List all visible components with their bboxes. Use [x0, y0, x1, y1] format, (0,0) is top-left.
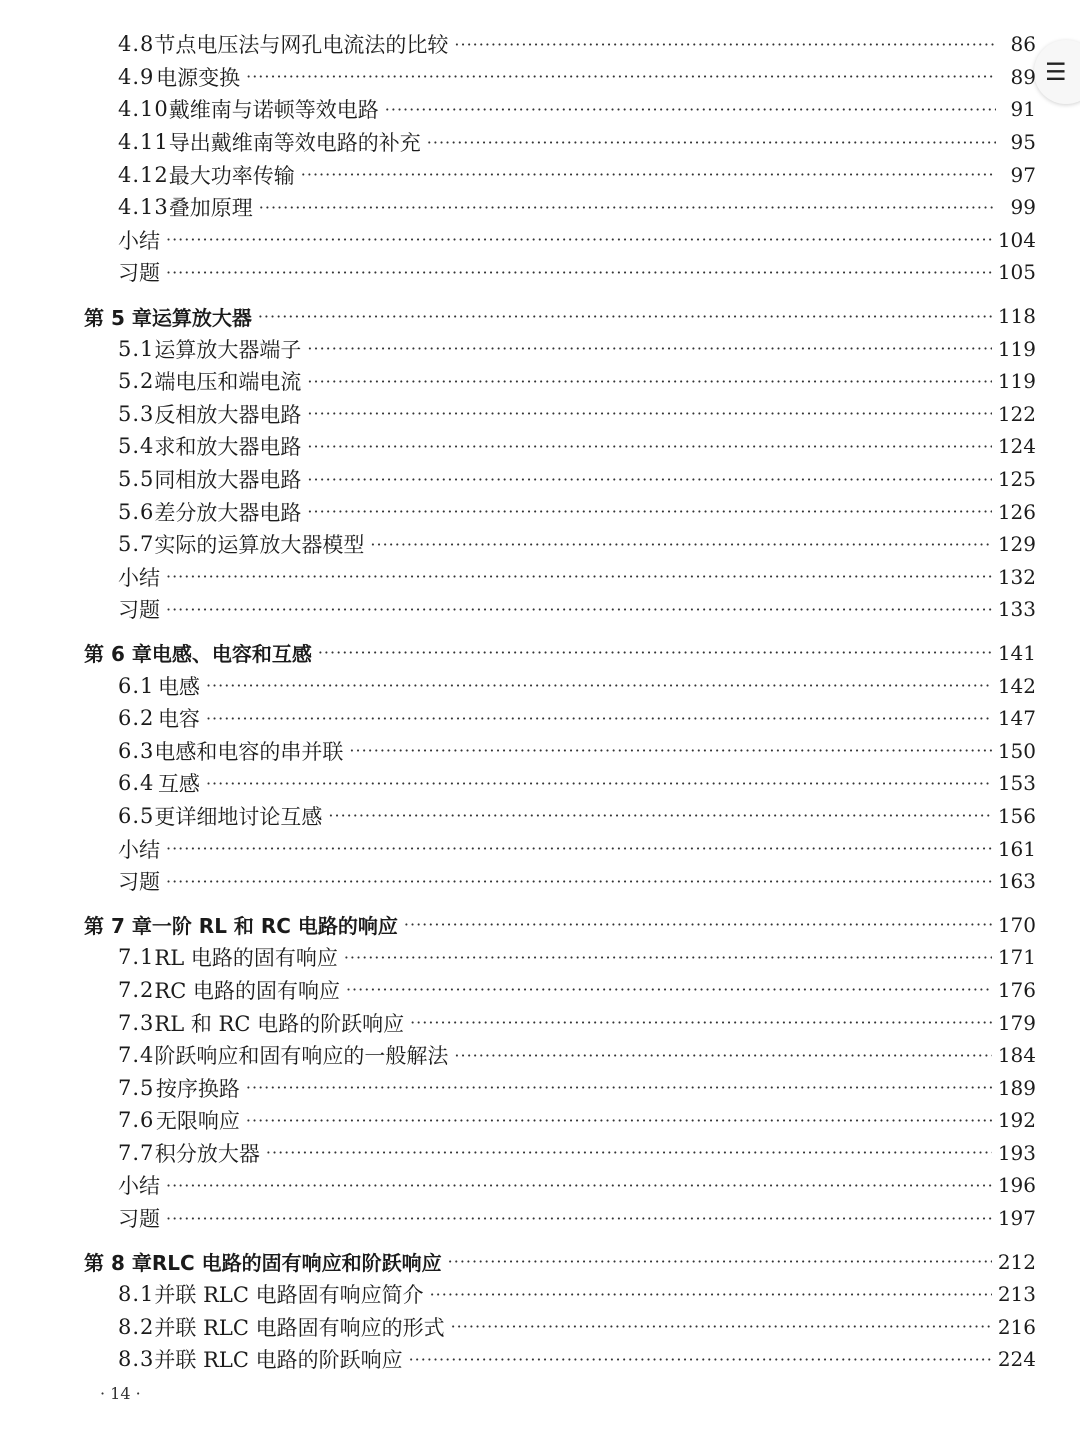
toc-page-number: 129	[997, 532, 1036, 557]
toc-chapter-row[interactable]	[84, 908, 1036, 941]
toc-page-number: 142	[997, 673, 1036, 698]
toc-number: 7.4	[118, 1043, 155, 1068]
toc-page-number: 197	[997, 1206, 1036, 1231]
toc-title: 实际的运算放大器模型	[154, 533, 365, 558]
toc-section-row[interactable]	[118, 158, 1036, 191]
toc-section-row[interactable]	[118, 191, 1036, 224]
dot-leader	[246, 67, 996, 86]
toc-page-number: 91	[1010, 97, 1036, 122]
toc-extra-row[interactable]	[118, 256, 1036, 289]
toc-title: 习题	[118, 598, 160, 623]
dot-leader	[307, 372, 991, 391]
dot-leader	[166, 1209, 992, 1228]
toc-number: 6.4	[118, 771, 155, 796]
dot-leader	[166, 1176, 992, 1195]
toc-extra-row[interactable]	[118, 1202, 1036, 1235]
toc-section-row[interactable]	[118, 669, 1036, 702]
toc-page-number: 161	[997, 836, 1036, 861]
toc-section-row[interactable]	[118, 1137, 1036, 1170]
toc-title: 习题	[118, 1207, 160, 1232]
toc-section-row[interactable]	[118, 941, 1036, 974]
toc-page-number: 163	[997, 869, 1036, 894]
toc-page-number: 132	[997, 564, 1036, 589]
dot-leader	[328, 806, 991, 825]
dot-leader	[451, 1317, 992, 1336]
dot-leader	[246, 1078, 992, 1097]
toc-section-row[interactable]	[118, 463, 1036, 496]
toc-page-number: 193	[997, 1140, 1036, 1165]
toc-page-number: 133	[997, 597, 1036, 622]
toc-number: 第 8 章	[84, 1251, 152, 1276]
toc-title: 电感	[157, 674, 200, 699]
toc-extra-row[interactable]	[118, 1169, 1036, 1202]
toc-title: RL 电路的固有响应	[154, 946, 338, 971]
toc-page-number: 184	[997, 1043, 1036, 1068]
toc-page-number: 171	[997, 945, 1036, 970]
dot-leader	[206, 709, 992, 728]
dot-leader	[258, 307, 992, 326]
toc-number: 第 6 章	[84, 642, 152, 667]
toc-number: 4.9	[118, 64, 155, 89]
toc-page-number: 124	[997, 434, 1036, 459]
toc-chapter-row[interactable]	[84, 637, 1036, 670]
toc-title: 并联 RLC 电路的阶跃响应	[154, 1348, 403, 1373]
dot-leader	[427, 133, 996, 152]
toc-title: 并联 RLC 电路固有响应的形式	[154, 1315, 445, 1340]
dot-leader	[307, 437, 991, 456]
toc-number: 6.1	[118, 673, 155, 698]
toc-page-number: 118	[997, 304, 1036, 329]
dot-leader	[259, 198, 996, 217]
toc-title: 电容	[157, 707, 200, 732]
toc-section-row[interactable]	[118, 126, 1036, 159]
toc-section-row[interactable]	[118, 365, 1036, 398]
toc-title: 小结	[118, 565, 160, 590]
toc-number: 5.6	[118, 499, 155, 524]
toc-section-row[interactable]	[118, 93, 1036, 126]
toc-title: 小结	[118, 1174, 160, 1199]
dot-leader	[166, 263, 992, 282]
toc-title: 小结	[118, 228, 160, 253]
toc-page-number: 122	[997, 401, 1036, 426]
toc-page-number: 189	[997, 1075, 1036, 1100]
dot-leader	[307, 470, 991, 489]
toc-section-row[interactable]	[118, 702, 1036, 735]
toc-title: 按序换路	[155, 1076, 240, 1101]
toc-title: 并联 RLC 电路固有响应简介	[154, 1283, 424, 1308]
toc-number: 7.5	[118, 1075, 155, 1100]
toc-page-number: 119	[997, 336, 1036, 361]
toc-page-number: 179	[997, 1010, 1036, 1035]
dot-leader	[246, 1111, 992, 1130]
toc-title: 同相放大器电路	[154, 468, 302, 493]
dot-leader	[409, 1350, 992, 1369]
toc-section-row[interactable]	[118, 1104, 1036, 1137]
toc-title: 叠加原理	[168, 196, 253, 221]
toc-chapter-row[interactable]	[84, 1245, 1036, 1278]
dot-leader	[206, 676, 992, 695]
dot-leader	[344, 948, 992, 967]
toc-section-row[interactable]	[118, 1278, 1036, 1311]
toc-page-number: 126	[997, 499, 1036, 524]
toc-title: 习题	[118, 261, 160, 286]
toc-extra-row[interactable]	[118, 561, 1036, 594]
toc-title: 电感、电容和互感	[151, 642, 312, 667]
toc-page-number: 147	[997, 706, 1036, 731]
toc-title: 小结	[118, 837, 160, 862]
toc-extra-row[interactable]	[118, 865, 1036, 898]
toc-number: 5.5	[118, 467, 155, 492]
dot-leader	[307, 404, 991, 423]
toc-title: 求和放大器电路	[154, 435, 302, 460]
dot-leader	[166, 230, 992, 249]
dot-leader	[454, 35, 996, 54]
dot-leader	[410, 1013, 992, 1032]
toc-title: 反相放大器电路	[154, 402, 302, 427]
toc-page-number: 196	[997, 1173, 1036, 1198]
toc-title: RL 和 RC 电路的阶跃响应	[154, 1011, 405, 1036]
table-of-contents	[0, 28, 1080, 1376]
toc-number: 4.10	[118, 97, 169, 122]
toc-number: 6.3	[118, 738, 155, 763]
toc-section-row[interactable]	[118, 495, 1036, 528]
toc-page-number: 212	[997, 1249, 1036, 1274]
toc-page-number: 141	[997, 640, 1036, 665]
toc-section-row[interactable]	[118, 974, 1036, 1007]
dot-leader	[166, 600, 992, 619]
toc-page-number: 192	[997, 1108, 1036, 1133]
toc-title: 电源变换	[156, 65, 241, 90]
toc-section-row[interactable]	[118, 800, 1036, 833]
toc-number: 第 7 章	[84, 914, 152, 939]
toc-section-row[interactable]	[118, 61, 1036, 94]
toc-title: 节点电压法与网孔电流法的比较	[154, 33, 449, 58]
toc-page-number: 105	[997, 260, 1036, 285]
toc-number: 6.5	[118, 803, 155, 828]
toc-title: 差分放大器电路	[154, 500, 302, 525]
toc-number: 4.13	[118, 195, 169, 220]
toc-title: 无限响应	[155, 1109, 240, 1134]
toc-extra-row[interactable]	[118, 224, 1036, 257]
toc-title: RLC 电路的固有响应和阶跃响应	[151, 1251, 442, 1276]
toc-title: 最大功率传输	[168, 163, 295, 188]
dot-leader	[404, 915, 992, 934]
toc-section-row[interactable]	[118, 332, 1036, 365]
dot-leader	[166, 567, 992, 586]
dot-leader	[318, 643, 992, 662]
toc-page-number: 156	[997, 803, 1036, 828]
toc-section-row[interactable]	[118, 528, 1036, 561]
toc-page-number: 170	[997, 912, 1036, 937]
toc-title: 阶跃响应和固有响应的一般解法	[154, 1044, 449, 1069]
toc-number: 5.7	[118, 532, 155, 557]
toc-page-number: 176	[997, 977, 1036, 1002]
toc-title: 积分放大器	[154, 1141, 260, 1166]
dot-leader	[346, 980, 992, 999]
toc-chapter-row[interactable]	[84, 300, 1036, 333]
dot-leader	[385, 100, 996, 119]
page-number: · 14 ·	[100, 1384, 141, 1403]
toc-number: 8.2	[118, 1314, 155, 1339]
dot-leader	[370, 535, 991, 554]
toc-page-number: 213	[997, 1282, 1036, 1307]
toc-number: 8.3	[118, 1347, 155, 1372]
toc-title: 端电压和端电流	[154, 370, 302, 395]
toc-title: 更详细地讨论互感	[154, 804, 323, 829]
toc-section-row[interactable]	[118, 1039, 1036, 1072]
toc-page-number: 95	[1010, 130, 1036, 155]
dot-leader	[307, 502, 991, 521]
toc-extra-row[interactable]	[118, 593, 1036, 626]
toc-number: 7.1	[118, 945, 155, 970]
toc-number: 7.3	[118, 1010, 155, 1035]
toc-page-number: 119	[997, 369, 1036, 394]
dot-leader	[206, 774, 992, 793]
toc-section-row[interactable]	[118, 1006, 1036, 1039]
dot-leader	[448, 1252, 992, 1271]
toc-number: 7.2	[118, 977, 155, 1002]
toc-page-number: 150	[997, 738, 1036, 763]
toc-page-number: 86	[1010, 32, 1036, 57]
toc-number: 7.7	[118, 1140, 155, 1165]
menu-icon: ☰	[1045, 58, 1067, 86]
toc-section-row[interactable]	[118, 398, 1036, 431]
toc-title: 一阶 RL 和 RC 电路的响应	[151, 914, 398, 939]
toc-section-row[interactable]	[118, 1311, 1036, 1344]
toc-title: 互感	[157, 772, 200, 797]
toc-number: 4.12	[118, 162, 169, 187]
dot-leader	[266, 1143, 992, 1162]
toc-page-number: 89	[1010, 64, 1036, 89]
toc-extra-row[interactable]	[118, 832, 1036, 865]
dot-leader	[430, 1285, 992, 1304]
toc-section-row[interactable]	[118, 28, 1036, 61]
toc-number: 6.2	[118, 706, 155, 731]
toc-page-number: 153	[997, 771, 1036, 796]
toc-number: 5.3	[118, 401, 155, 426]
toc-number: 4.11	[118, 130, 169, 155]
dot-leader	[307, 339, 991, 358]
dot-leader	[454, 1046, 991, 1065]
toc-title: 运算放大器	[151, 305, 252, 330]
toc-title: 运算放大器端子	[154, 337, 302, 362]
toc-number: 4.8	[118, 32, 155, 57]
toc-section-row[interactable]	[118, 734, 1036, 767]
toc-page-number: 216	[997, 1314, 1036, 1339]
toc-title: 电感和电容的串并联	[154, 739, 344, 764]
toc-number: 第 5 章	[84, 305, 152, 330]
toc-section-row[interactable]	[118, 767, 1036, 800]
dot-leader	[301, 165, 996, 184]
toc-number: 5.4	[118, 434, 155, 459]
toc-page-number: 125	[997, 467, 1036, 492]
toc-page-number: 104	[997, 227, 1036, 252]
toc-number: 7.6	[118, 1108, 155, 1133]
toc-title: 戴维南与诺顿等效电路	[168, 98, 379, 123]
toc-title: 导出戴维南等效电路的补充	[168, 131, 421, 156]
toc-number: 5.2	[118, 369, 155, 394]
dot-leader	[166, 839, 992, 858]
toc-section-row[interactable]	[118, 1071, 1036, 1104]
dot-leader	[166, 872, 992, 891]
toc-title: 习题	[118, 870, 160, 895]
toc-section-row[interactable]	[118, 430, 1036, 463]
toc-page-number: 99	[1010, 195, 1036, 220]
toc-number: 5.1	[118, 336, 155, 361]
toc-title: RC 电路的固有响应	[154, 978, 340, 1003]
toc-page-number: 97	[1010, 162, 1036, 187]
toc-number: 8.1	[118, 1282, 155, 1307]
toc-section-row[interactable]	[118, 1343, 1036, 1376]
toc-page-number: 224	[997, 1347, 1036, 1372]
dot-leader	[349, 741, 991, 760]
